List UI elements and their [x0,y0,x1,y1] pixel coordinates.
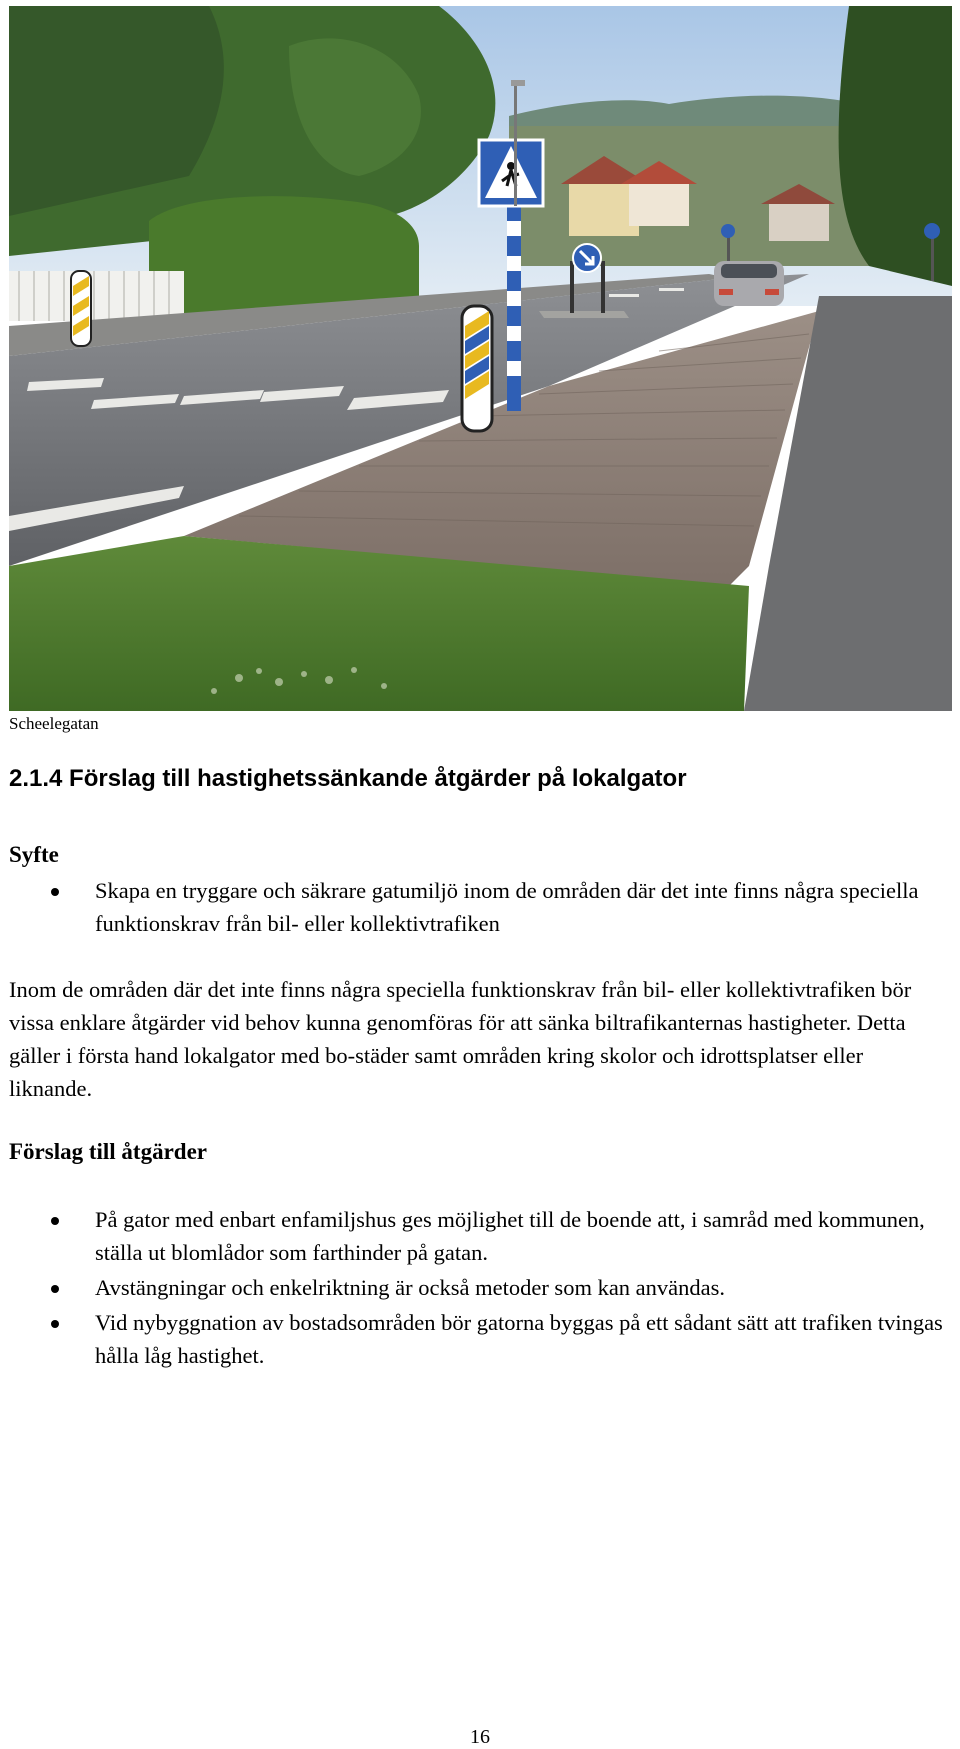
proposal-item-text: På gator med enbart enfamiljshus ges möjlighet till de boende att, i samråd med kommunen, ställa ut blomlådor som farthinder på gatan. [95,1207,925,1265]
page-number: 16 [470,1726,490,1748]
proposal-item-text: Avstängningar och enkelriktning är också metoder som kan användas. [95,1275,726,1300]
section-heading: 2.1.4 Förslag till hastighetssänkande åtgärder på lokalgator [9,765,687,792]
proposal-item [9,1271,954,1304]
figure-caption: Scheelegatan [9,714,99,733]
proposal-item-text: Vid nybyggnation av bostadsområden bör gatorna byggas på ett sådant sätt att trafiken tvingas hålla låg hastighet. [95,1310,943,1368]
purpose-item-text: Skapa en tryggare och säkrare gatumiljö inom de områden där det inte finns några speciella funktionskrav från bil- eller kollektivtrafiken [95,878,919,936]
bullet-icon [51,1285,59,1293]
purpose-title: Syfte [9,842,59,867]
proposal-item [9,1306,954,1372]
body-paragraph: Inom de områden där det inte finns några speciella funktionskrav från bil- eller kollektivtrafiken bör vissa enklare åtgärder vid behov kunna genomföras för att sänka biltrafikanternas hastigheter. Detta gäller i första hand lokalgator med bo-städer samt områden kring skolor och idrottsplatser eller liknande. [9,977,912,1101]
proposals-list [9,1203,954,1374]
bullet-icon [51,1320,59,1328]
purpose-list [9,874,954,940]
purpose-item [9,874,954,940]
bullet-icon [51,1217,59,1225]
proposals-title: Förslag till åtgärder [9,1139,208,1164]
street-photo [9,6,952,711]
proposal-item [9,1203,954,1269]
bullet-icon [51,888,59,896]
